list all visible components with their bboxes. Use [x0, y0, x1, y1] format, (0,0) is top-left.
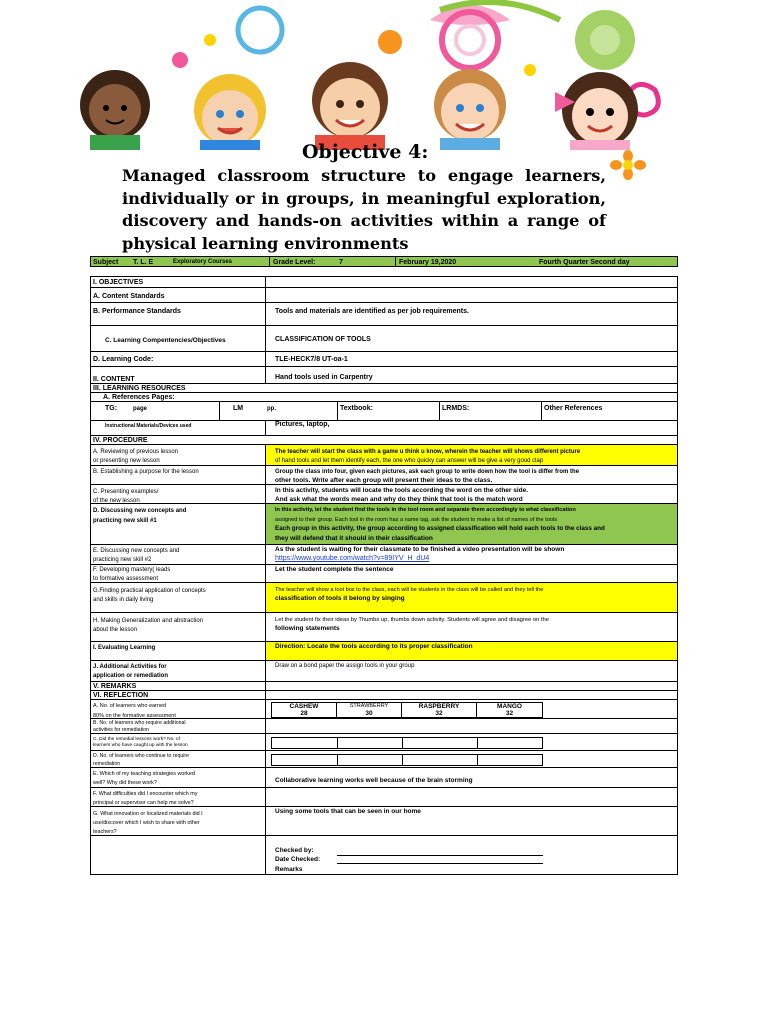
procedure-d-text-1: In this activity, let the student find the tools in the tool room and separate them accordingly to what classification	[275, 507, 576, 513]
reflection-c-label-1: C. Did the remedial lessons work? No. of	[93, 737, 180, 742]
section-cashew-count: 28	[300, 710, 308, 717]
tg-page: page	[133, 406, 148, 412]
reflection-c-row	[90, 733, 678, 751]
reflection-e-row	[90, 767, 678, 788]
materials-label: Instructional Materials/Devices used	[105, 423, 192, 429]
grade-label: Grade Level:	[273, 259, 316, 266]
procedure-d-text-4: they will defend that it should in their classification	[275, 535, 433, 542]
textbook-label: Textbook:	[340, 405, 373, 412]
reflection-e-label-1: E. Which of my teaching strategies worked	[93, 771, 195, 777]
competencies-label: C. Learning Compentencies/Objectives	[105, 337, 226, 344]
kids-banner-illustration	[60, 0, 680, 150]
procedure-j-label-2: application or remediation	[93, 673, 169, 679]
course-name: Exploratory Courses	[173, 259, 233, 265]
reflection-b-row	[90, 718, 678, 734]
reflection-f-label-2: principal or supervisor can help me solve?	[93, 800, 194, 806]
lesson-date: February 19,2020	[399, 259, 457, 266]
procedure-d-label-2: practicing new skill #1	[93, 518, 157, 524]
procedure-g-row	[90, 582, 678, 613]
procedure-f-label-2: to formative assessment	[93, 576, 159, 582]
performance-standards-row	[90, 302, 678, 326]
reflection-d-label-2: remediation	[93, 761, 121, 767]
grade-value: 7	[339, 259, 343, 266]
learning-code-row	[90, 351, 678, 367]
objectives-heading: I. OBJECTIVES	[93, 279, 144, 286]
section-raspberry-name: RASPBERRY	[418, 703, 460, 710]
content-label: II. CONTENT	[93, 376, 135, 383]
lrmds-label: LRMDS:	[442, 405, 470, 412]
procedure-d-label-1: D. Discussing new concepts and	[93, 508, 187, 514]
reflection-d-row	[90, 750, 678, 768]
procedure-a-label-1: A. Reviewing of previous lesson	[93, 449, 179, 455]
procedure-i-row	[90, 641, 678, 661]
reflection-c-grid	[271, 737, 543, 749]
procedure-b-text-1: Group the class into four, given each pictures, ask each group to write down how the tool is differ from the	[275, 469, 580, 475]
procedure-d-text-3: Each group in this activity, the group according to assigned classification will hold each tools to the class and	[275, 525, 605, 532]
procedure-c-row	[90, 484, 678, 504]
section-mango-name: MANGO	[497, 703, 522, 710]
section-cashew-name: CASHEW	[289, 703, 319, 710]
content-standards-row	[90, 287, 678, 303]
procedure-d-text-2: assigned to their group. Each tool in the room has a name tag, ask the student to make a list of names of the tools	[275, 517, 558, 523]
signature-line-1[interactable]	[337, 855, 543, 856]
subject-value: T. L. E	[133, 259, 154, 266]
procedure-c-label-2: of the new lesson	[93, 498, 140, 504]
reflection-b-label-1: B. No. of learners who require additional	[93, 720, 186, 726]
procedure-j-text: Draw on a bond paper the assign tools in your group	[275, 663, 415, 669]
section-mango-count: 32	[505, 710, 514, 717]
reflection-heading: VI. REFLECTION	[93, 692, 149, 699]
section-counts-table	[271, 702, 543, 718]
lm-label: LM	[233, 405, 244, 412]
section-cashew	[271, 702, 337, 718]
procedure-b-row	[90, 465, 678, 485]
reflection-g-label-3: teachers?	[93, 829, 117, 835]
procedure-heading: IV. PROCEDURE	[93, 437, 148, 444]
reflection-a-row	[90, 699, 678, 719]
procedure-a-label-2: or presenting new lesson	[93, 458, 160, 464]
procedure-g-text-2: classification of tools it belong by singing	[275, 595, 405, 602]
references-label: A. References Pages:	[103, 394, 175, 401]
header-row	[90, 256, 678, 267]
performance-standards-value: Tools and materials are identified as per job requirements.	[275, 308, 469, 315]
procedure-e-label-1: E. Discussing new concepts and	[93, 548, 180, 554]
procedure-h-text-2: following statements	[275, 625, 340, 632]
procedure-f-row	[90, 564, 678, 583]
procedure-d-row	[90, 503, 678, 545]
competencies-row	[90, 325, 678, 352]
objective-title: Objective 4:	[302, 141, 429, 163]
date-checked-label: Date Checked:	[275, 856, 321, 863]
procedure-e-row	[90, 544, 678, 565]
procedure-f-text: Let the student complete the sentence	[275, 566, 394, 573]
procedure-h-row	[90, 612, 678, 642]
reflection-c-label-2: learners who have caught up with the lesson	[93, 743, 188, 748]
procedure-c-text-1: In this activity, students will locate the tools according the word on the other side.	[275, 487, 529, 494]
objective-description: Managed classroom structure to engage learners, individually or in groups, in meaningful exploration, discovery and hands-on activities within a range of physical learning environments	[122, 166, 606, 253]
signature-line-2[interactable]	[337, 863, 543, 864]
procedure-h-text-1: Let the student fix their ideas by Thumbs up, thumbs down activity. Students will agree and disagree on the	[275, 617, 550, 623]
procedure-g-text-1: The teacher will show a tool box to the class, each will be students in the class will be called and they tell the	[275, 587, 544, 593]
tg-label: TG:	[105, 405, 118, 412]
reflection-f-row	[90, 787, 678, 807]
reflection-f-label-1: F. What difficulties did I encounter which my	[93, 791, 198, 797]
procedure-c-label-1: C. Presenting examples/	[93, 489, 159, 495]
procedure-i-text: Direction: Locate the tools according to its proper classification	[275, 643, 473, 650]
competencies-value: CLASSIFICATION OF TOOLS	[275, 336, 371, 343]
reflection-d-label-1: D. No. of learners who continue to require	[93, 753, 190, 759]
remarks-label: Remarks	[275, 866, 303, 873]
learning-code-label: D. Learning Code:	[93, 356, 154, 363]
reflection-d-grid	[271, 754, 543, 766]
procedure-f-label-1: F. Developing mastery( leads	[93, 567, 171, 573]
remarks-heading: V. REMARKS	[93, 683, 137, 690]
reflection-e-text: Collaborative learning works well because of the brain storming	[275, 777, 473, 784]
procedure-j-row	[90, 660, 678, 682]
reflection-g-label-2: use/discover which I wish to share with other	[93, 820, 200, 826]
procedure-a-row	[90, 444, 678, 466]
video-link[interactable]: https://www.youtube.com/watch?v=89IYV_H_dU4	[275, 555, 430, 562]
reflection-a-label-2: 80% on the formative assessment	[93, 713, 176, 719]
procedure-g-label-1: G.Finding practical application of concepts	[93, 588, 206, 594]
quarter-day: Fourth Quarter Second day	[539, 259, 630, 266]
section-raspberry-count: 32	[435, 710, 443, 717]
reflection-b-label-2: activities for remediation	[93, 727, 149, 733]
flower-icon	[610, 150, 646, 180]
performance-standards-label: B. Performance Standards	[93, 308, 181, 315]
procedure-j-label-1: J. Additional Activities for	[93, 664, 167, 670]
content-standards-label: A. Content Standards	[93, 293, 165, 300]
procedure-e-text-1: As the student is waiting for their classmate to be finished a video presentation will be shown	[275, 546, 565, 553]
materials-row	[90, 420, 678, 436]
procedure-g-label-2: and skills in daily living	[93, 597, 154, 603]
reflection-a-label-1: A. No. of learners who earned	[93, 703, 167, 709]
section-strawberry	[336, 702, 402, 718]
procedure-b-label: B. Establishing a purpose for the lesson	[93, 469, 199, 475]
signoff-row	[90, 835, 678, 875]
procedure-h-label-2: about the lesson	[93, 627, 138, 633]
procedure-a-text-2: of hand tools and let them identify each, the one who quicky can answer will be give a very good clap	[275, 458, 544, 464]
reflection-g-label-1: G. What innovation or localized materials did I	[93, 811, 203, 817]
reflection-g-row	[90, 806, 678, 836]
procedure-a-text-1: The teacher will start the class with a game u think u know, wherein the teacher will shows different picture	[275, 449, 581, 455]
lm-pp: pp.	[267, 406, 276, 412]
materials-value: Pictures, laptop,	[275, 421, 330, 428]
section-mango	[476, 702, 543, 718]
procedure-c-text-2: And ask what the words mean and why do they think that tool is the match word	[275, 496, 523, 503]
learning-code-value: TLE-HECK7/8 UT-oa-1	[275, 356, 348, 363]
section-strawberry-count: 30	[365, 710, 373, 717]
learning-resources-label: III. LEARNING RESOURCES	[93, 385, 186, 392]
content-value: Hand tools used in Carpentry	[275, 374, 373, 381]
content-row	[90, 366, 678, 384]
reference-sources-row	[90, 401, 678, 421]
procedure-b-text-2: other tools. Write after each group will present their ideas to the class.	[275, 477, 493, 484]
checked-by-label: Checked by:	[275, 847, 314, 854]
procedure-i-label: I. Evaluating Learning	[93, 645, 156, 651]
reflection-e-label-2: well? Why did these work?	[93, 780, 157, 786]
reflection-g-text: Using some tools that can be seen in our home	[275, 808, 421, 815]
procedure-h-label-1: H. Making Generalization and abstraction	[93, 618, 204, 624]
subject-label: Subject	[93, 259, 119, 266]
procedure-e-label-2: practicing new skill #2	[93, 557, 152, 563]
section-strawberry-name: STRAWBERRY	[349, 703, 389, 709]
section-raspberry	[401, 702, 477, 718]
other-references-label: Other References	[544, 405, 603, 412]
